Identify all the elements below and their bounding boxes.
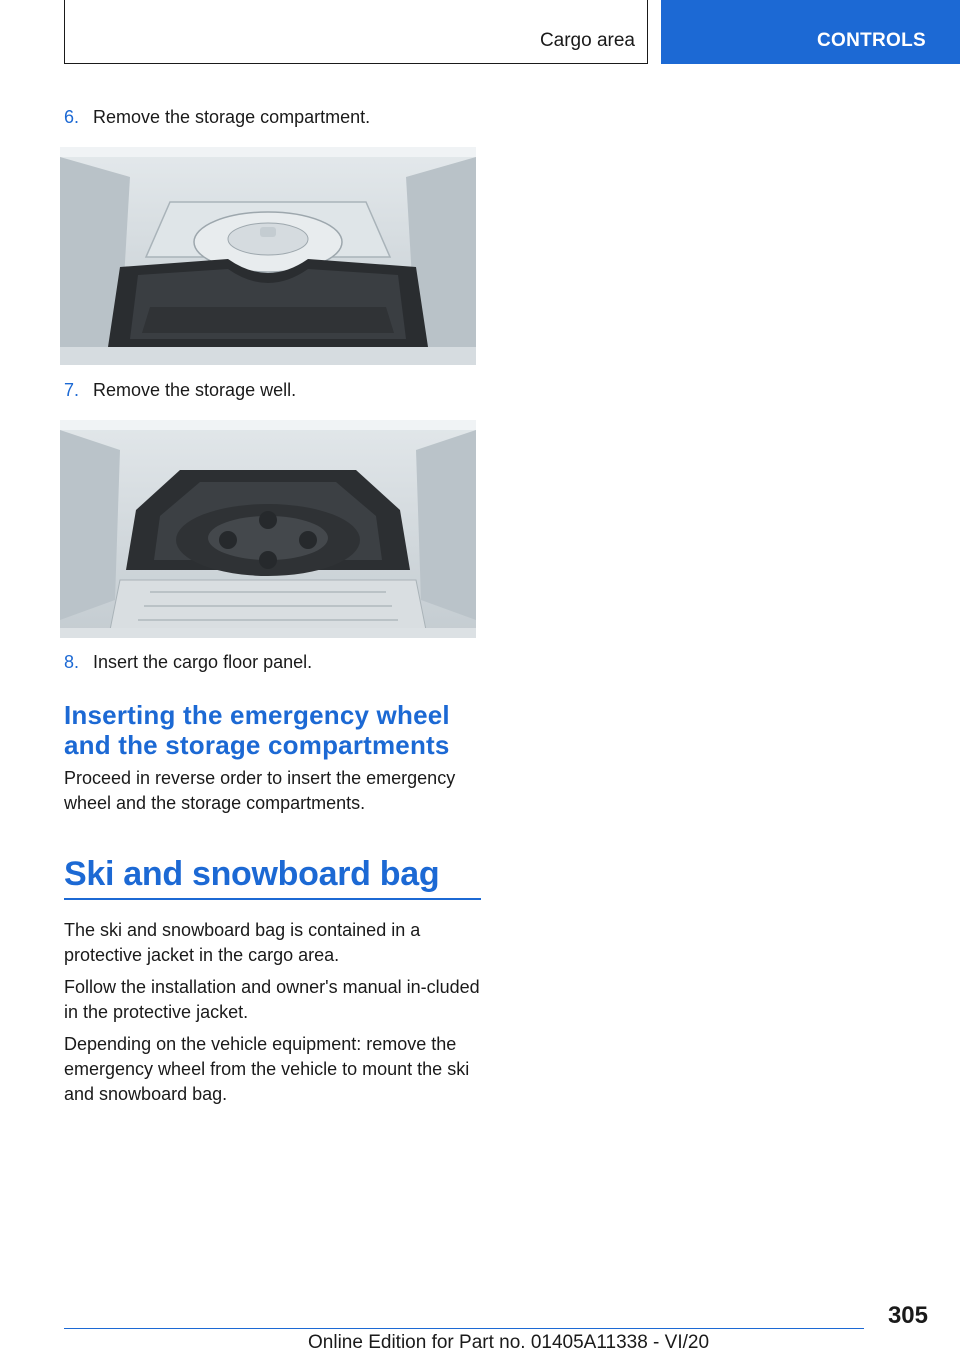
storage-compartment-illustration — [60, 147, 476, 365]
step-text: Insert the cargo floor panel. — [93, 652, 313, 672]
header-section-box — [64, 0, 648, 64]
step-number: 6. — [64, 107, 80, 127]
section-paragraph-1: The ski and snowboard bag is contained in a protective jacket in the cargo area. — [64, 920, 421, 965]
header-chapter-title: CONTROLS — [816, 30, 926, 51]
step-number: 7. — [64, 380, 80, 400]
section-paragraph-3: Depending on the vehicle equipment: remove the emergency wheel from the vehicle to mount the ski and snowboard bag. — [64, 1034, 470, 1104]
page-number: 305 — [887, 1302, 928, 1329]
footer-edition: Online Edition for Part no. 01405A11338 - VI/20 — [308, 1332, 710, 1353]
subsection-title: Inserting the emergency wheel and the storage compartments — [64, 700, 450, 760]
step-text: Remove the storage compartment. — [93, 107, 371, 127]
footer-divider — [64, 1328, 864, 1329]
step-text: Remove the storage well. — [93, 380, 297, 400]
header-chapter-tab — [661, 0, 960, 64]
section-paragraph-2: Follow the installation and owner's manual in-cluded in the protective jacket. — [64, 977, 480, 1022]
section-title: Ski and snowboard bag — [64, 855, 440, 893]
section-divider — [64, 898, 481, 900]
subsection-body: Proceed in reverse order to insert the emergency wheel and the storage compartments. — [64, 768, 456, 813]
header-section-title: Cargo area — [539, 30, 635, 51]
storage-well-illustration — [60, 420, 476, 638]
step-number: 8. — [64, 652, 80, 672]
